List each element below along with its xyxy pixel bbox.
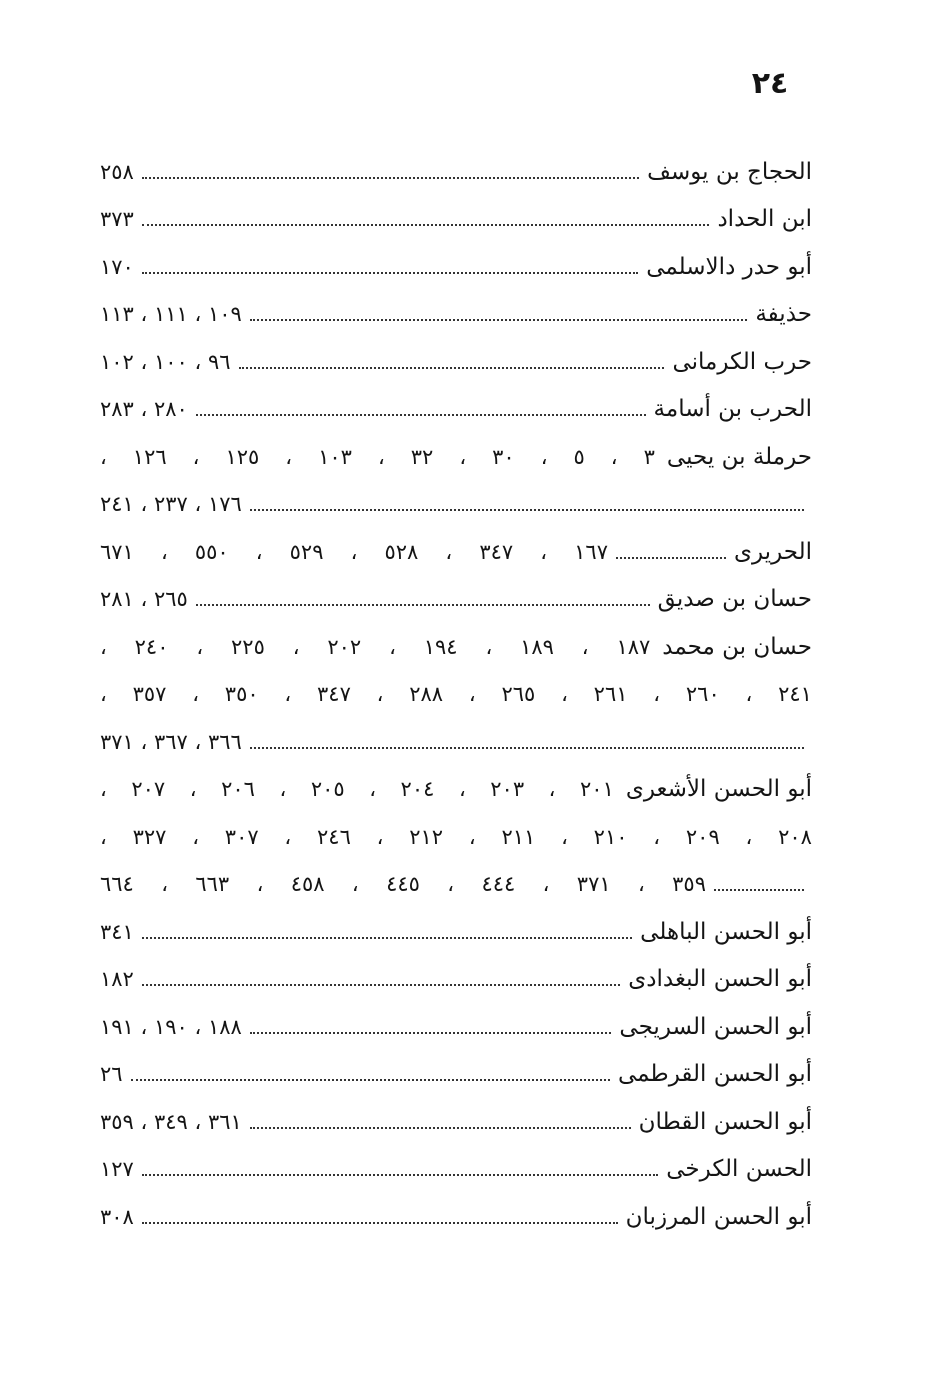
index-entry bbox=[100, 956, 812, 1004]
entry-page-refs: ٩٦ ، ١٠٠ ، ١٠٢ bbox=[100, 349, 231, 374]
entry-page-refs: ١٦٧ ، ٣٤٧ ، ٥٢٨ ، ٥٢٩ ، ٥٥٠ ، ٦٧١ bbox=[100, 539, 608, 564]
entry-name: حرب الكرمانى bbox=[672, 348, 812, 375]
entry-page-refs: ٣٧٣ bbox=[100, 207, 134, 232]
index-entry bbox=[100, 1193, 812, 1241]
dot-leader bbox=[142, 1174, 658, 1176]
dot-leader bbox=[616, 557, 726, 559]
entry-name: أبو الحسن السريجى bbox=[619, 1013, 812, 1040]
index-entry-continuation bbox=[100, 861, 812, 909]
entry-page-refs: ٣٥٩ ، ٣٧١ ، ٤٤٤ ، ٤٤٥ ، ٤٥٨ ، ٦٦٣ ، ٦٦٤ bbox=[100, 872, 706, 897]
entry-name: الحسن الكرخى bbox=[666, 1156, 812, 1183]
entry-name: حسان بن محمد bbox=[662, 633, 812, 660]
dot-leader bbox=[196, 414, 646, 416]
entry-name: أبو الحسن القرطمى bbox=[617, 1061, 812, 1088]
index-entry bbox=[100, 1003, 812, 1051]
index-entry bbox=[100, 148, 812, 196]
entry-page-refs: ٣٦١ ، ٣٤٩ ، ٣٥٩ bbox=[100, 1109, 242, 1134]
dot-leader bbox=[714, 889, 804, 891]
dot-leader bbox=[142, 984, 620, 986]
index-entry bbox=[100, 908, 812, 956]
index-entry bbox=[100, 528, 812, 576]
entry-name: أبو الحسن المرزبان bbox=[625, 1203, 812, 1230]
index-entry bbox=[100, 1051, 812, 1099]
entry-name: الحريرى bbox=[733, 538, 812, 565]
dot-leader bbox=[250, 747, 804, 749]
page-number: ٢٤ bbox=[751, 66, 789, 101]
entry-name: أبو الحسن الباهلى bbox=[640, 918, 812, 945]
entry-page-refs: ٢٨٠ ، ٢٨٣ bbox=[100, 397, 188, 422]
dot-leader bbox=[131, 1079, 610, 1081]
index-entry bbox=[100, 386, 812, 434]
entry-page-refs: ١٨٧ ، ١٨٩ ، ١٩٤ ، ٢٠٢ ، ٢٢٥ ، ٢٤٠ ، bbox=[100, 634, 651, 659]
entry-page-refs: ٢٦٥ ، ٢٨١ bbox=[100, 587, 188, 612]
dot-leader bbox=[239, 367, 665, 369]
entry-name: الحرب بن أسامة bbox=[653, 396, 812, 423]
entry-name: أبو حدر دالاسلمى bbox=[646, 253, 812, 280]
index-entry-continuation bbox=[100, 481, 812, 529]
entry-name: أبو الحسن البغدادى bbox=[628, 966, 812, 993]
entry-name: ابن الحداد bbox=[717, 206, 812, 233]
dot-leader bbox=[250, 319, 748, 321]
index-entry bbox=[100, 1146, 812, 1194]
dot-leader bbox=[142, 272, 638, 274]
entry-page-refs: ١٧٠ bbox=[100, 254, 134, 279]
dot-leader bbox=[142, 177, 639, 179]
index-entry bbox=[100, 1098, 812, 1146]
entry-page-refs: ١٠٩ ، ١١١ ، ١١٣ bbox=[100, 302, 242, 327]
entry-name: الحجاج بن يوسف bbox=[647, 158, 812, 185]
entry-page-refs: ٢٥٨ bbox=[100, 159, 134, 184]
dot-leader bbox=[250, 1127, 631, 1129]
index-entry-continuation bbox=[100, 671, 812, 719]
index-entry-continuation bbox=[100, 813, 812, 861]
dot-leader bbox=[196, 604, 650, 606]
index-entry bbox=[100, 291, 812, 339]
index-entry bbox=[100, 623, 812, 671]
index-entry bbox=[100, 338, 812, 386]
entry-page-refs: ٢٤١ ، ٢٦٠ ، ٢٦١ ، ٢٦٥ ، ٢٨٨ ، ٣٤٧ ، ٣٥٠ ، ٣٥٧ ، bbox=[100, 682, 812, 707]
entry-name: حرملة بن يحيى bbox=[666, 443, 812, 470]
dot-leader bbox=[142, 1222, 618, 1224]
index-entry-continuation bbox=[100, 718, 812, 766]
dot-leader bbox=[142, 937, 632, 939]
entry-page-refs: ٣٠٨ bbox=[100, 1204, 134, 1229]
index-entry bbox=[100, 576, 812, 624]
index-entry bbox=[100, 766, 812, 814]
dot-leader bbox=[142, 224, 710, 226]
entry-page-refs: ٣٤١ bbox=[100, 919, 134, 944]
entry-page-refs: ٢٠٨ ، ٢٠٩ ، ٢١٠ ، ٢١١ ، ٢١٢ ، ٢٤٦ ، ٣٠٧ ، ٣٢٧ ، bbox=[100, 824, 812, 849]
entry-name: حسان بن صديق bbox=[657, 586, 812, 613]
entry-name: أبو الحسن الأشعرى bbox=[625, 776, 812, 803]
entry-page-refs: ١٢٧ bbox=[100, 1157, 134, 1182]
entry-page-refs: ١٨٢ bbox=[100, 967, 134, 992]
entry-page-refs: ١٨٨ ، ١٩٠ ، ١٩١ bbox=[100, 1014, 242, 1039]
entry-page-refs: ٢٠١ ، ٢٠٣ ، ٢٠٤ ، ٢٠٥ ، ٢٠٦ ، ٢٠٧ ، bbox=[100, 777, 614, 802]
entry-page-refs: ١٧٦ ، ٢٣٧ ، ٢٤١ bbox=[100, 492, 242, 517]
index-entry bbox=[100, 433, 812, 481]
dot-leader bbox=[250, 1032, 612, 1034]
entry-page-refs: ٣ ، ٥ ، ٣٠ ، ٣٢ ، ١٠٣ ، ١٢٥ ، ١٢٦ ، bbox=[100, 444, 655, 469]
entry-name: حذيفة bbox=[755, 301, 812, 328]
entry-page-refs: ٣٦٦ ، ٣٦٧ ، ٣٧١ bbox=[100, 729, 242, 754]
dot-leader bbox=[250, 509, 804, 511]
entry-page-refs: ٢٦ bbox=[100, 1062, 123, 1087]
index-entry bbox=[100, 196, 812, 244]
index-entry bbox=[100, 243, 812, 291]
entry-name: أبو الحسن القطان bbox=[638, 1108, 812, 1135]
name-index-list bbox=[100, 148, 812, 1241]
